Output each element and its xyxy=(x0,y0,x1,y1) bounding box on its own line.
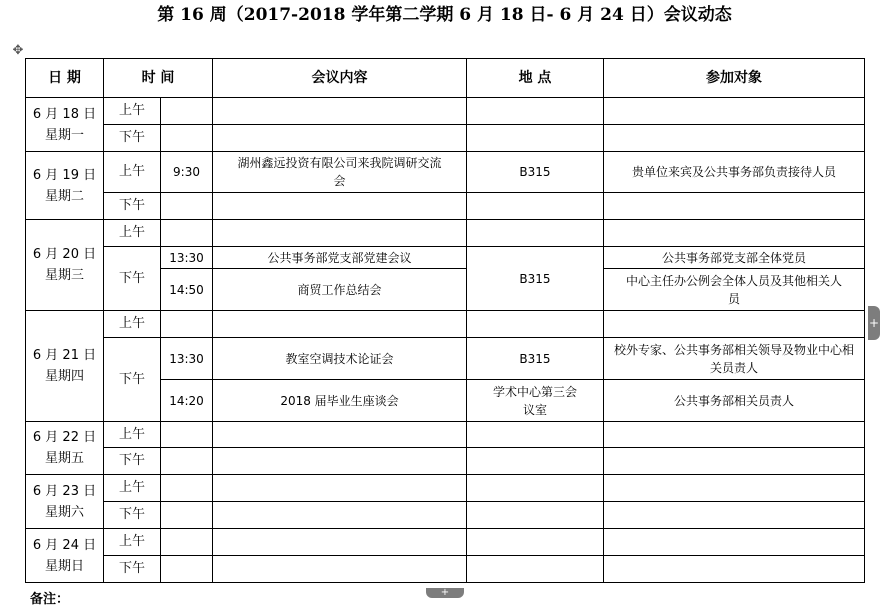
table-row xyxy=(26,98,865,125)
am-label: 上午 xyxy=(104,220,161,247)
table-row xyxy=(26,220,865,247)
add-column-icon[interactable]: + xyxy=(868,306,880,340)
date-cell: 6 月 22 日 星期五 xyxy=(26,422,104,475)
meeting-time: 13:30 xyxy=(161,247,213,269)
table-row xyxy=(26,125,865,152)
date-cell: 6 月 20 日 星期三 xyxy=(26,220,104,311)
page-title: 第 16 周（2017-2018 学年第二学期 6 月 18 日- 6 月 24 日）会议动态 xyxy=(157,5,732,25)
header-date: 日 期 xyxy=(26,59,104,98)
am-label: 上午 xyxy=(104,529,161,556)
meeting-content: 公共事务部党支部党建会议 xyxy=(213,247,467,269)
pm-label: 下午 xyxy=(104,556,161,583)
am-label: 上午 xyxy=(104,422,161,448)
pm-label: 下午 xyxy=(104,502,161,529)
meeting-attendees: 贵单位来宾及公共事务部负责接待人员 xyxy=(604,152,865,193)
header-time: 时 间 xyxy=(104,59,213,98)
pm-label: 下午 xyxy=(104,247,161,311)
footer-note: 备注： xyxy=(30,592,70,607)
meeting-time: 14:50 xyxy=(161,269,213,311)
meeting-content: 商贸工作总结会 xyxy=(213,269,467,311)
date-cell: 6 月 19 日 星期二 xyxy=(26,152,104,220)
table-row xyxy=(26,475,865,502)
table-row xyxy=(26,422,865,448)
pm-label: 下午 xyxy=(104,193,161,220)
table-row xyxy=(26,247,865,269)
meeting-table xyxy=(25,58,865,583)
meeting-time: 13:30 xyxy=(161,338,213,380)
meeting-attendees: 公共事务部党支部全体党员 xyxy=(604,247,865,269)
header-attendees: 参加对象 xyxy=(604,59,865,98)
table-row xyxy=(26,502,865,529)
meeting-location: B315 xyxy=(467,338,604,380)
meeting-content: 2018 届毕业生座谈会 xyxy=(213,380,467,422)
table-row xyxy=(26,193,865,220)
table-row xyxy=(26,338,865,380)
table-row xyxy=(26,529,865,556)
date-cell: 6 月 24 日 星期日 xyxy=(26,529,104,583)
pm-label: 下午 xyxy=(104,448,161,475)
add-row-icon[interactable]: + xyxy=(426,588,464,598)
am-label: 上午 xyxy=(104,98,161,125)
date-cell: 6 月 23 日 星期六 xyxy=(26,475,104,529)
table-row xyxy=(26,448,865,475)
header-row xyxy=(26,59,865,98)
header-content: 会议内容 xyxy=(213,59,467,98)
meeting-content: 湖州鑫远投资有限公司来我院调研交流会 xyxy=(213,152,467,193)
date-cell: 6 月 18 日 星期一 xyxy=(26,98,104,152)
table-row xyxy=(26,311,865,338)
table-move-handle-icon[interactable]: ✥ xyxy=(12,43,24,58)
meeting-attendees: 中心主任办公例会全体人员及其他相关人员 xyxy=(604,269,865,311)
meeting-attendees: 公共事务部相关员责人 xyxy=(604,380,865,422)
table-row xyxy=(26,556,865,583)
pm-label: 下午 xyxy=(104,338,161,422)
meeting-location: B315 xyxy=(467,247,604,311)
date-cell: 6 月 21 日 星期四 xyxy=(26,311,104,422)
meeting-time: 14:20 xyxy=(161,380,213,422)
header-location: 地 点 xyxy=(467,59,604,98)
am-label: 上午 xyxy=(104,311,161,338)
meeting-location: B315 xyxy=(467,152,604,193)
table-row xyxy=(26,152,865,193)
pm-label: 下午 xyxy=(104,125,161,152)
meeting-time: 9:30 xyxy=(161,152,213,193)
meeting-attendees: 校外专家、公共事务部相关领导及物业中心相关员责人 xyxy=(604,338,865,380)
meeting-location: 学术中心第三会议室 xyxy=(467,380,604,422)
am-label: 上午 xyxy=(104,152,161,193)
am-label: 上午 xyxy=(104,475,161,502)
meeting-content: 教室空调技术论证会 xyxy=(213,338,467,380)
